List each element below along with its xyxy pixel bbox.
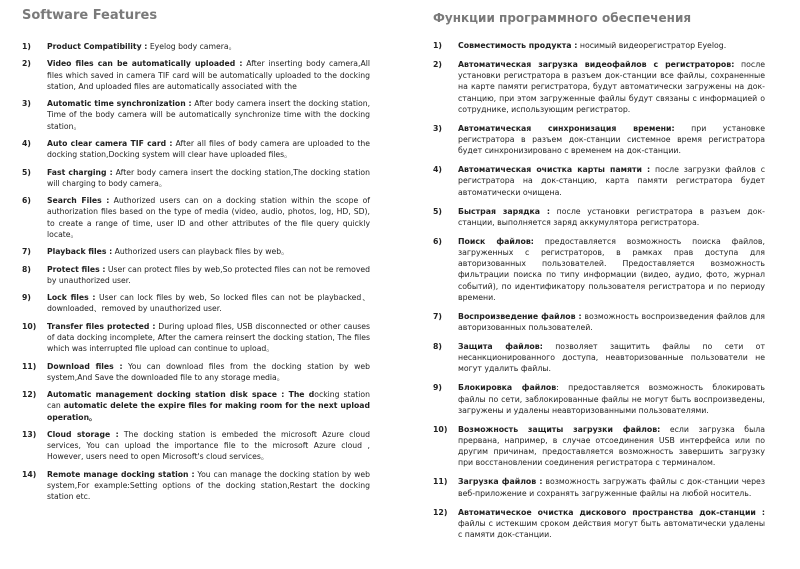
feature-text: During upload files, USB disconnected or other causes of data docking incomplete, After the camera reinsert the docking station, The files which was interrupted file upload can continue to upload。 bbox=[47, 321, 370, 354]
english-title: Software Features bbox=[22, 8, 158, 23]
feature-item bbox=[22, 292, 370, 314]
feature-text: After body camera insert the docking station,The docking station will charging to body camera。 bbox=[47, 167, 370, 188]
feature-heading: Возможность защиты загрузки файлов: bbox=[458, 424, 661, 434]
item-number: 8) bbox=[22, 264, 31, 274]
item-number: 1) bbox=[433, 41, 442, 50]
item-number: 14) bbox=[22, 469, 37, 479]
item-number: 8) bbox=[433, 342, 442, 352]
feature-item bbox=[22, 321, 370, 355]
feature-item bbox=[22, 167, 370, 189]
feature-text: при установке регистратора в разъем док-станции системное время регистратора будет синхронизировано с временем на док-станции. bbox=[458, 123, 765, 156]
item-number: 9) bbox=[433, 383, 442, 393]
feature-item bbox=[433, 311, 765, 333]
feature-text: возможность загружать файлы с док-станции через веб-приложение и сохранять загруженные файлы на любой носитель. bbox=[458, 477, 766, 498]
feature-emphasis: automatic delete the expire files for making room for the next upload operation。 bbox=[47, 401, 370, 422]
feature-heading: Совместимость продукта : bbox=[458, 41, 578, 50]
feature-item bbox=[22, 429, 370, 463]
russian-title: Функции программного обеспечения bbox=[433, 11, 692, 25]
feature-heading: Fast charging : bbox=[47, 167, 113, 177]
feature-heading: Защита файлов: bbox=[458, 342, 543, 352]
item-number: 6) bbox=[22, 196, 31, 206]
feature-item bbox=[22, 246, 370, 257]
feature-heading: Transfer files protected : bbox=[47, 321, 156, 331]
feature-heading: Блокировка файлов bbox=[458, 383, 557, 393]
russian-feature-list bbox=[433, 40, 765, 540]
feature-text: User can lock files by web, So locked files can not be playbacked、downloaded、removed by unauthorized user. bbox=[47, 293, 370, 314]
feature-text: Authorized users can on a docking station within the scope of authorization files based on the type of media (video, audio, photos, log, HD, SD), to create a range of time, user ID and other attributes of the file query quickly locate。 bbox=[47, 196, 370, 239]
feature-heading: Automatic management docking station disk space : The d bbox=[47, 390, 315, 400]
feature-heading: Download files : bbox=[47, 361, 123, 371]
feature-text: файлы с истекшим сроком действия могут быть автоматически удалены с памяти док-станции. bbox=[458, 518, 765, 540]
feature-text: Authorized users can playback files by web。 bbox=[112, 247, 289, 257]
item-number: 2) bbox=[22, 59, 31, 69]
feature-heading: Lock files : bbox=[47, 293, 96, 303]
feature-item bbox=[433, 59, 765, 115]
feature-heading: Automatic time synchronization : bbox=[47, 99, 192, 109]
item-number: 2) bbox=[433, 60, 442, 69]
feature-heading: Автоматическая очистка карты памяти : bbox=[458, 165, 651, 175]
feature-heading: Автоматическая синхронизация времени: bbox=[458, 123, 675, 133]
feature-item bbox=[433, 40, 765, 51]
feature-text: носимый видеорегистратор Eyelog. bbox=[577, 41, 727, 50]
item-number: 9) bbox=[22, 293, 31, 303]
item-number: 12) bbox=[22, 390, 37, 400]
feature-item bbox=[433, 476, 765, 498]
item-number: 4) bbox=[433, 165, 442, 175]
feature-heading: Поиск файлов: bbox=[458, 236, 534, 246]
feature-heading: Video files can be automatically uploaded : bbox=[47, 59, 243, 69]
item-number: 13) bbox=[22, 429, 37, 439]
feature-heading: Быстрая зарядка : bbox=[458, 206, 551, 216]
feature-text: After body camera insert the docking station, Time of the body camera will be automatically synchronize time with the docking station。 bbox=[47, 99, 371, 131]
feature-heading: Search Files : bbox=[47, 196, 110, 206]
feature-text: Eyelog body camera。 bbox=[147, 42, 237, 51]
feature-item bbox=[22, 361, 370, 383]
item-number: 7) bbox=[22, 247, 31, 257]
feature-heading: Воспроизведение файлов : bbox=[458, 311, 582, 321]
feature-text: если загрузка была прервана, например, в случае отсоединения USB интерфейса или по другим причинам, предоставляется возможность завершить загрузку при восстановлении соединения регистратора с терминалом. bbox=[458, 424, 765, 468]
item-number: 3) bbox=[433, 123, 442, 133]
item-number: 5) bbox=[433, 206, 442, 216]
feature-text: возможность воспроизведения файлов для авторизованных пользователей. bbox=[458, 311, 765, 333]
feature-item bbox=[433, 236, 765, 303]
feature-heading: Автоматическое очистка дискового пространства док-станции : bbox=[458, 507, 765, 517]
feature-heading: Auto clear camera TIF card : bbox=[47, 138, 173, 148]
russian-column bbox=[433, 0, 765, 548]
feature-text: You can download files from the docking station by web system,And Save the downloaded file to any storage media。 bbox=[47, 361, 370, 382]
feature-item bbox=[22, 58, 370, 92]
english-column bbox=[22, 0, 370, 509]
feature-item bbox=[22, 469, 370, 503]
feature-text: после загрузки файлов с регистратора на док-станцию, карта памяти регистратора будет автоматически очищена. bbox=[458, 165, 765, 197]
feature-heading: Cloud storage : bbox=[47, 429, 119, 439]
item-number: 4) bbox=[22, 138, 31, 148]
feature-item bbox=[433, 424, 765, 469]
feature-text: The docking station is embeded the microsoft Azure cloud services, You can upload the importance file to the microsoft Azure cloud , However, users need to open Microsoft's cloud services。 bbox=[47, 429, 370, 462]
feature-heading: Playback files : bbox=[47, 247, 113, 257]
feature-item bbox=[433, 341, 765, 375]
feature-text: After inserting body camera,All files which saved in camera TIF card will be automatically uploaded to the docking station, And uploaded files are automatically associated with the bbox=[47, 59, 370, 91]
feature-item bbox=[433, 382, 765, 416]
feature-heading: Загрузка файлов : bbox=[458, 477, 543, 487]
feature-item bbox=[433, 123, 765, 157]
feature-text: после установки регистратора в разъем док-станции, выполняется заряд аккумулятора регистратора. bbox=[458, 206, 765, 227]
item-number: 6) bbox=[433, 236, 442, 246]
feature-item bbox=[22, 138, 370, 160]
item-number: 5) bbox=[22, 167, 31, 177]
item-number: 12) bbox=[433, 507, 448, 517]
english-feature-list bbox=[22, 41, 370, 502]
feature-text: After all files of body camera are uploaded to the docking station,Docking system will clear have uploaded files。 bbox=[47, 138, 370, 160]
feature-heading: Product Compatibility : bbox=[47, 42, 148, 51]
item-number: 11) bbox=[433, 477, 448, 487]
item-number: 11) bbox=[22, 361, 37, 371]
feature-item bbox=[22, 98, 370, 132]
feature-heading: Remote manage docking station : bbox=[47, 469, 195, 479]
feature-item bbox=[433, 164, 765, 198]
feature-text: предоставляется возможность поиска файлов, загруженных с регистраторов, в рамках прав доступа для авторизованных пользователей. Предоставляется возможность фильтрации поиска по типу информации (видео, аудио, фото, журнал событий), по идентификатору пользователя регистратора и по периоду времени. bbox=[458, 236, 765, 302]
feature-item bbox=[22, 389, 370, 423]
feature-text: You can manage the docking station by web system,For example:Setting options of the docking station,Restart the docking station etc. bbox=[47, 469, 370, 502]
item-number: 10) bbox=[433, 424, 448, 434]
feature-item bbox=[433, 206, 765, 228]
feature-text: после установки регистратора в разъем док-станции все файлы, сохраненные на карте памяти регистратора, будут автоматически загружены на док-станцию, при этом загруженные файлы будут связаны с информацией о сотруднике, использующим регистратор. bbox=[458, 60, 765, 114]
item-number: 10) bbox=[22, 321, 37, 331]
feature-text: : предоставляется возможность блокировать файлы по сети, заблокированные файлы не могут быть воспроизведены, загружены и удалены неавторизованными пользователями. bbox=[458, 383, 765, 415]
item-number: 3) bbox=[22, 99, 31, 109]
item-number: 1) bbox=[22, 42, 31, 51]
item-number: 7) bbox=[433, 311, 442, 321]
feature-item bbox=[22, 41, 370, 52]
feature-item bbox=[22, 195, 370, 240]
feature-text: позволяет защитить файлы по сети от несанкционированного доступа, неавторизованные пользователи не могут удалить файлы. bbox=[458, 342, 765, 374]
feature-item bbox=[22, 264, 370, 286]
feature-heading: Автоматическая загрузка видеофайлов с регистраторов: bbox=[458, 60, 735, 69]
feature-item bbox=[433, 507, 765, 541]
feature-text: User can protect files by web,So protected files can not be removed by unauthorized user. bbox=[47, 264, 370, 285]
feature-heading: Protect files : bbox=[47, 264, 106, 274]
feature-text: ocking station can bbox=[47, 390, 370, 411]
